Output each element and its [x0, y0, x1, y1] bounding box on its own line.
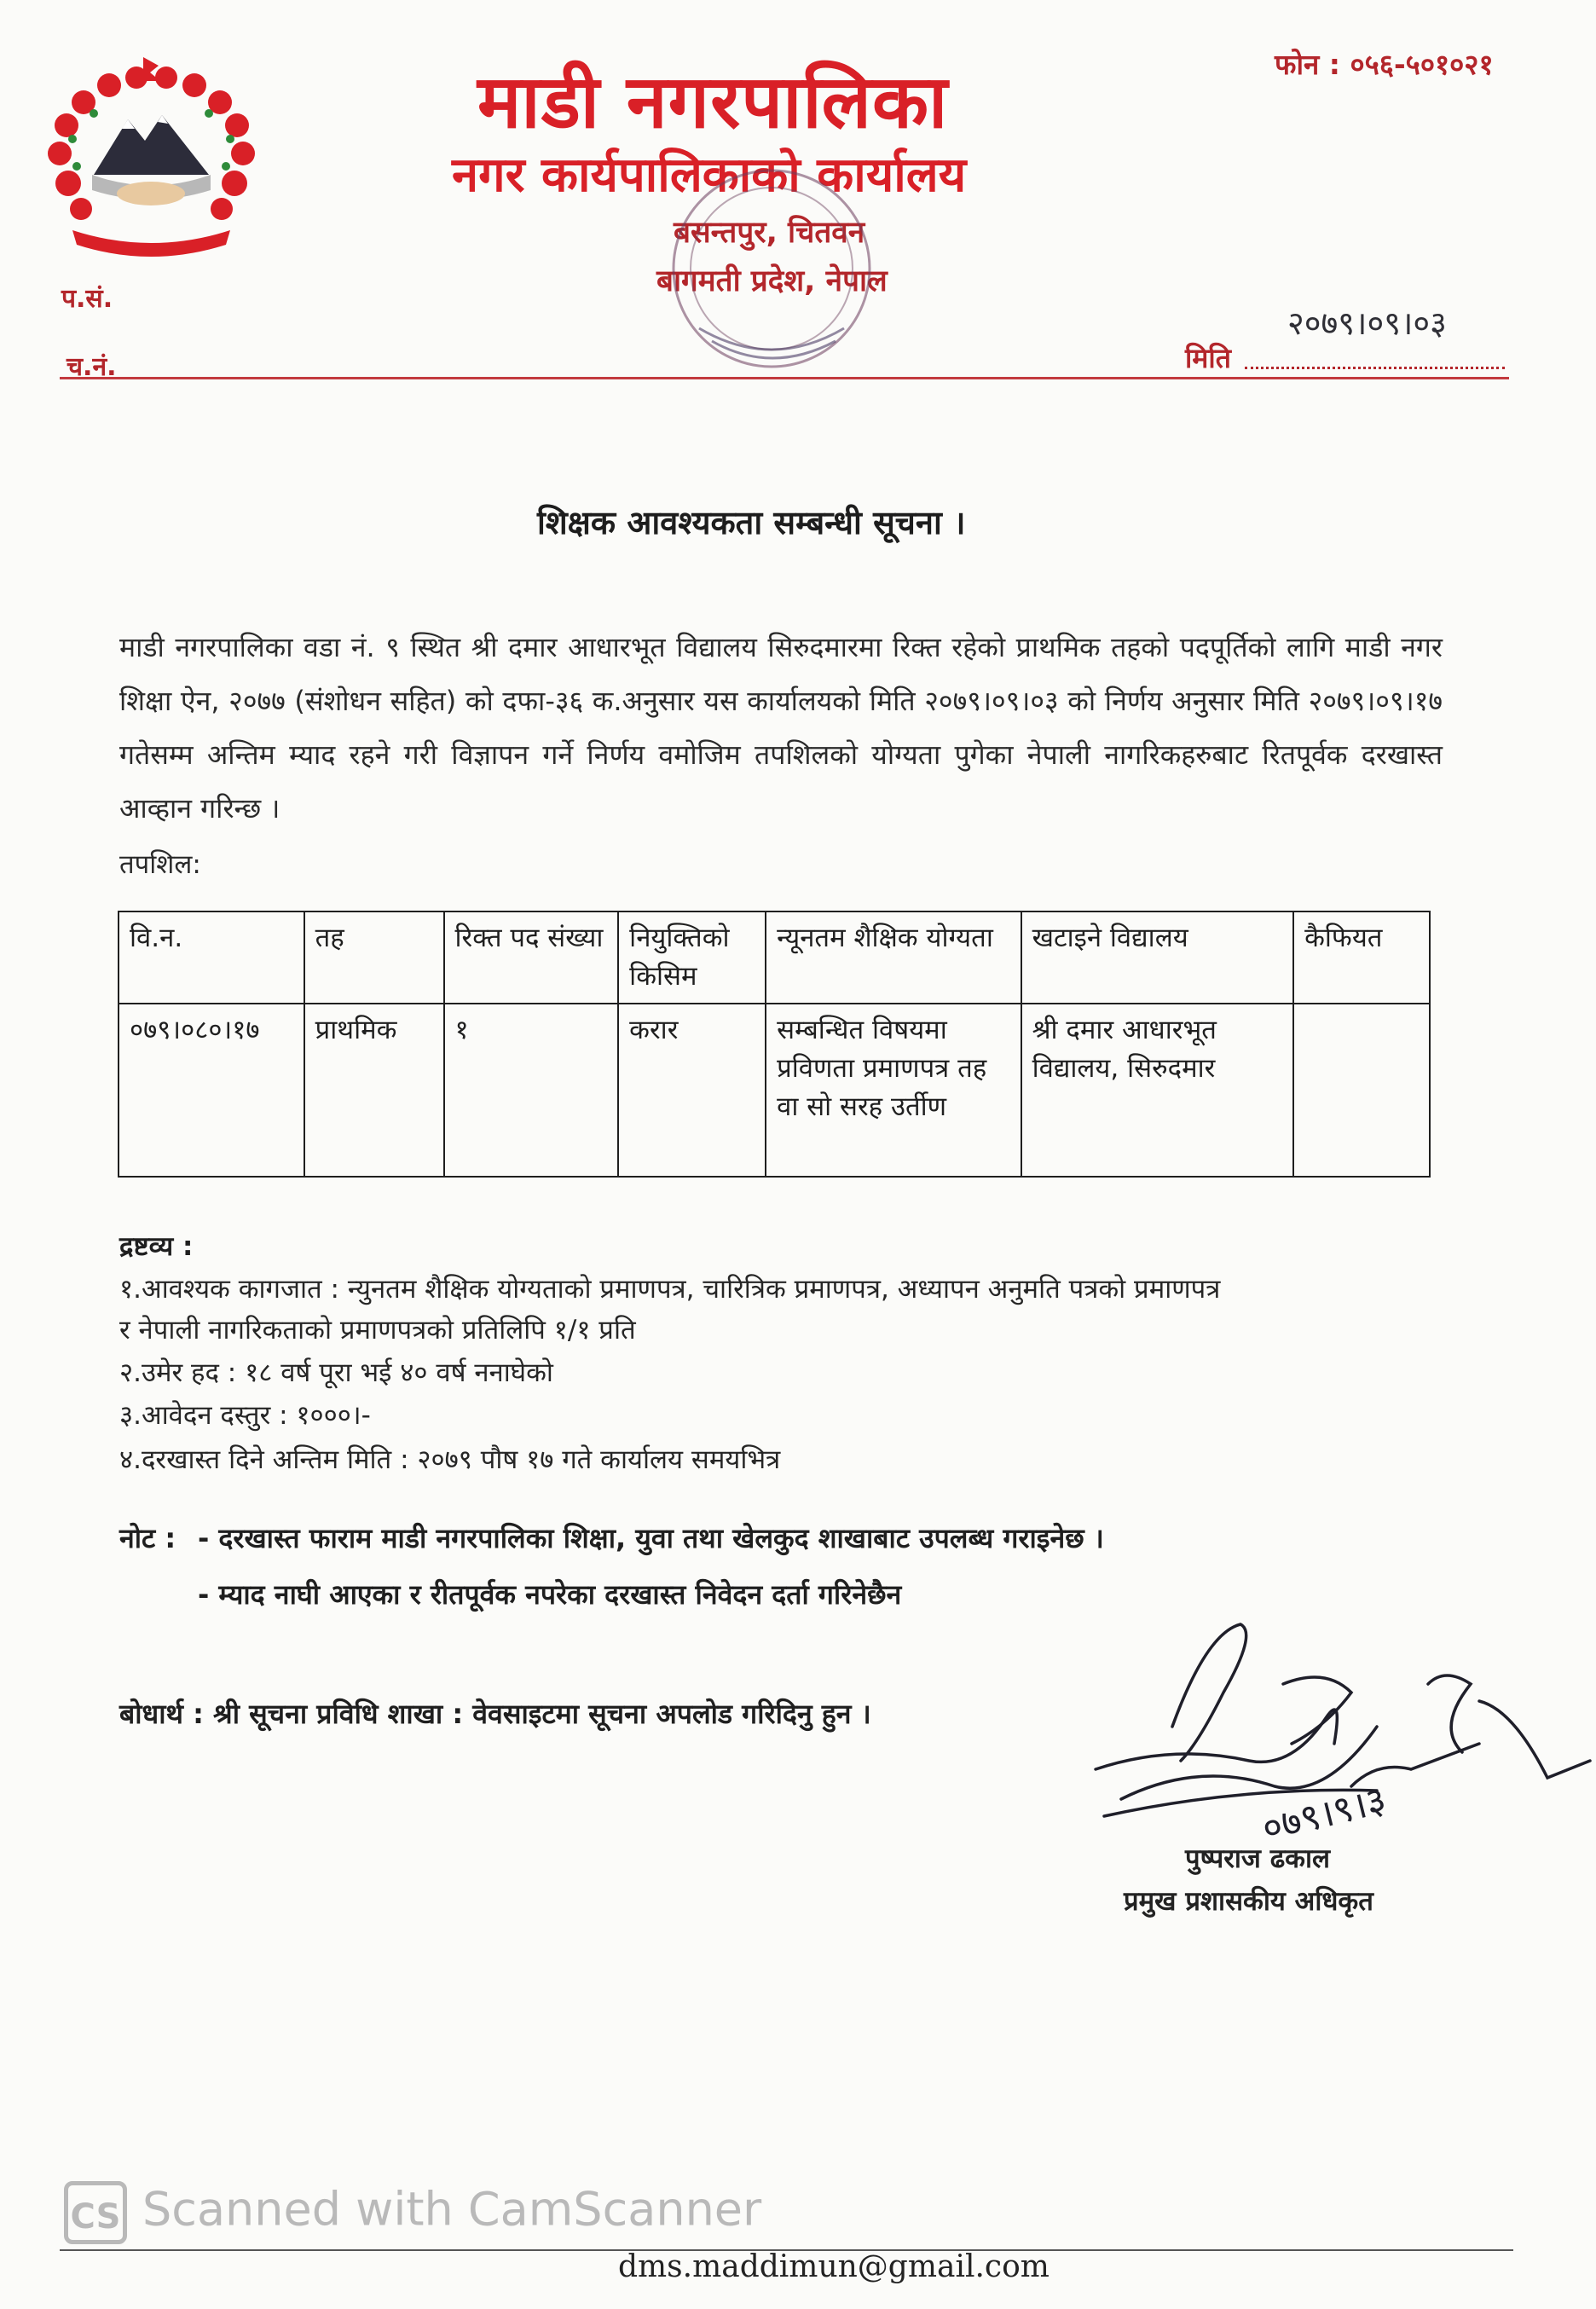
address-line-2: बागमती प्रदेश, नेपाल — [656, 264, 888, 298]
remark-line: - दरखास्त फाराम माडी नगरपालिका शिक्षा, युवा तथा खेलकुद शाखाबाट उपलब्ध गराइनेछ । — [198, 1522, 1104, 1554]
table-cell: १ — [444, 1004, 619, 1177]
signatory-title: प्रमुख प्रशासकीय अधिकृत — [1124, 1886, 1373, 1917]
note-line: ३.आवेदन दस्तुर : १०००।- — [119, 1400, 371, 1431]
header-divider — [60, 377, 1509, 379]
remark-line: - म्याद नाघी आएका र रीतपूर्वक नपरेका दरखास्त निवेदन दर्ता गरिनेछैन — [198, 1578, 902, 1611]
notes-heading: द्रष्टव्य : — [119, 1231, 194, 1262]
signature-date: ०७९।९।३ — [1258, 1778, 1391, 1851]
table-row — [119, 1004, 1430, 1177]
table-cell — [1293, 1004, 1430, 1177]
municipality-name: माडी नगरपालिका — [477, 60, 949, 145]
nepal-emblem-icon — [34, 47, 269, 277]
table-header-row — [119, 911, 1430, 1004]
column-header: खटाइने विद्यालय — [1021, 911, 1293, 1004]
note-line: १.आवश्यक कागजात : न्युनतम शैक्षिक योग्यताको प्रमाणपत्र, चारित्रिक प्रमाणपत्र, अध्यापन अनुमति पत्रको प्रमाणपत्र — [119, 1274, 1221, 1305]
column-header: नियुक्तिको किसिम — [618, 911, 766, 1004]
column-header: न्यूनतम शैक्षिक योग्यता — [766, 911, 1021, 1004]
signature-image — [1070, 1616, 1596, 1863]
column-header: वि.न. — [119, 911, 304, 1004]
table-cell: ०७९।०८०।१७ — [119, 1004, 304, 1177]
signatory-name: पुष्पराज ढकाल — [1185, 1843, 1331, 1874]
address-line-1: बसन्तपुर, चितवन — [674, 216, 865, 250]
table-cell: सम्बन्धित विषयमा प्रविणता प्रमाणपत्र तह वा सो सरह उर्तीण — [766, 1004, 1021, 1177]
column-header: कैफियत — [1293, 911, 1430, 1004]
body-paragraph: माडी नगरपालिका वडा नं. ९ स्थित श्री दमार आधारभूत विद्यालय सिरुदमारमा रिक्त रहेको प्राथमिक तहको पदपूर्तिको लागि माडी नगर शिक्षा ऐन, २०७७ (संशोधन सहित) को दफा-३६ क.अनुसार यस कार्यालयको मिति २०७९।०९।०३ को निर्णय अनुसार मिति २०७९।०९।१७ गतेसम्म अन्तिम म्याद रहने गरी विज्ञापन गर्ने निर्णय वमोजिम तपशिलको योग्यता पुगेका नेपाली नागरिकहरुबाट रितपूर्वक दरखास्त आव्हान गरिन्छ । — [119, 631, 1443, 825]
column-header: तह — [304, 911, 444, 1004]
column-header: रिक्त पद संख्या — [444, 911, 619, 1004]
table-cell: करार — [618, 1004, 766, 1177]
table-cell: प्राथमिक — [304, 1004, 444, 1177]
handwritten-date: २०७९।०९।०३ — [1287, 304, 1447, 342]
office-name: नगर कार्यपालिकाको कार्यालय — [452, 148, 967, 203]
phone-number: फोन : ०५६-५०१०२१ — [1275, 48, 1494, 81]
camscanner-logo-icon: CS — [64, 2181, 127, 2244]
watermark-text: Scanned with CamScanner — [142, 2182, 762, 2237]
note-line: ४.दरखास्त दिने अन्तिम मिति : २०७९ पौष १७ गते कार्यालय समयभित्र — [119, 1444, 781, 1475]
reference-number-label: प.सं. — [61, 284, 113, 314]
office-stamp-icon — [631, 158, 912, 388]
camscanner-watermark — [64, 2181, 761, 2244]
note-line: र नेपाली नागरिकताको प्रमाणपत्रको प्रतिलिपि १/१ प्रति — [119, 1315, 636, 1345]
vacancy-table — [118, 911, 1431, 1178]
footer-email: dms.maddimun@gmail.com — [618, 2249, 1050, 2284]
details-label: तपशिल: — [119, 849, 201, 880]
table-cell: श्री दमार आधारभूत विद्यालय, सिरुदमार — [1021, 1004, 1293, 1177]
note-line: २.उमेर हद : १८ वर्ष पूरा भई ४० वर्ष ननाघेको — [119, 1357, 553, 1388]
date-label: मिति — [1185, 342, 1231, 374]
remarks-label: नोट : — [119, 1522, 176, 1554]
copy-to-line: बोधार्थ : श्री सूचना प्रविधि शाखा : वेवसाइटमा सूचना अपलोड गरिदिनु हुन । — [119, 1698, 871, 1730]
dispatch-number-label: च.नं. — [66, 352, 117, 382]
date-dotted-line — [1245, 341, 1505, 369]
notice-subject: शिक्षक आवश्यकता सम्बन्धी सूचना । — [537, 504, 966, 541]
